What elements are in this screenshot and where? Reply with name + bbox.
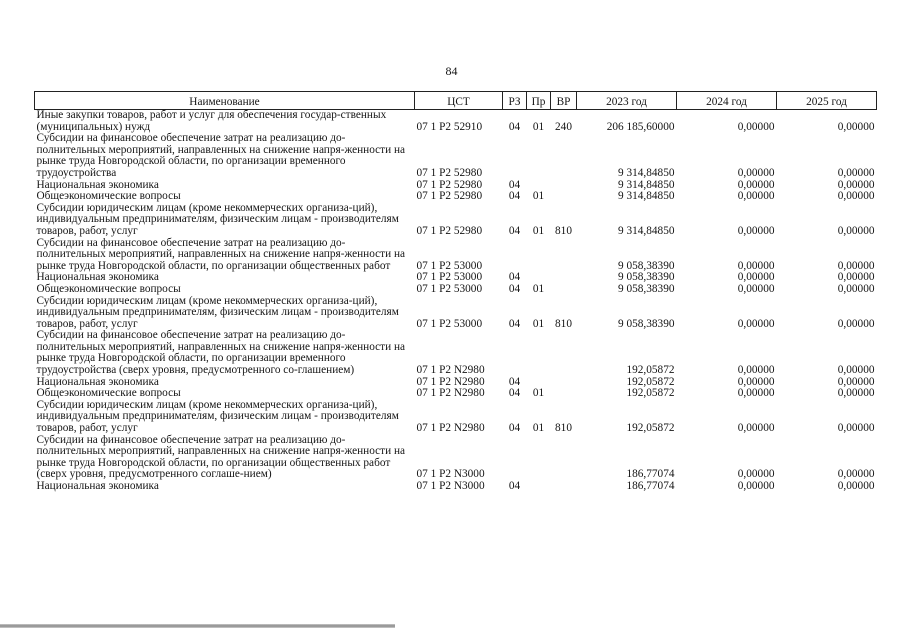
row-2024: 0,00000	[737, 422, 775, 435]
header-cst: ЦСТ	[415, 92, 503, 110]
row-cst: 07 1 P2 N3000	[416, 480, 485, 492]
header-name: Наименование	[35, 92, 415, 110]
row-pr: 01	[532, 317, 545, 330]
row-2023: 9 058,38390	[618, 271, 675, 284]
row-rz: 04	[508, 480, 521, 492]
row-2024: 0,00000	[737, 387, 775, 400]
row-pr: 01	[532, 282, 545, 295]
row-rz	[503, 330, 527, 376]
row-2024: 0,00000	[737, 375, 775, 388]
row-cst: 07 1 P2 52980	[416, 224, 483, 237]
row-2024: 0,00000	[737, 282, 775, 295]
row-2023: 192,05872	[626, 422, 675, 435]
row-pr	[527, 133, 551, 179]
row-cst: 07 1 P2 53000	[416, 282, 483, 295]
row-pr	[527, 238, 551, 273]
row-2025: 0,00000	[837, 271, 875, 284]
row-vr	[551, 191, 577, 203]
row-cst: 07 1 P2 N2980	[416, 387, 485, 400]
row-2023: 186,77074	[626, 468, 675, 481]
row-2025: 0,00000	[837, 259, 875, 272]
row-name: Иные закупки товаров, работ и услуг для обеспечения государ-ственных (муниципальных) нужд	[36, 109, 387, 133]
row-rz: 04	[508, 178, 521, 191]
row-cst: 07 1 P2 N2980	[416, 375, 485, 388]
table-row	[35, 238, 877, 273]
row-2023: 9 058,38390	[618, 282, 675, 295]
row-2024: 0,00000	[737, 190, 775, 203]
row-name: Национальная экономика	[36, 480, 159, 492]
row-cst: 07 1 P2 53000	[416, 271, 483, 284]
table-row	[35, 110, 877, 134]
table-row	[35, 203, 877, 238]
row-name: Субсидии юридическим лицам (кроме некоммерческих организа-ций), индивидуальным предпринимателям, физическим лицам - производителям товаров, работ, услуг	[36, 201, 399, 237]
row-2024: 0,00000	[737, 317, 775, 330]
row-vr: 240	[555, 120, 572, 133]
row-vr	[551, 481, 577, 493]
row-2024: 0,00000	[737, 480, 775, 492]
page-number: 84	[445, 64, 458, 78]
row-vr	[551, 133, 577, 179]
row-2025: 0,00000	[837, 364, 875, 377]
row-name: Субсидии на финансовое обеспечение затрат на реализацию до-полнительных мероприятий, направленных на снижение напря-женности на рынке труда Новгородской области, по организации общественных работ	[36, 236, 406, 272]
row-vr	[551, 272, 577, 284]
row-cst: 07 1 P2 52910	[416, 120, 483, 133]
row-2023: 9 314,84850	[618, 178, 675, 191]
header-vr: ВР	[551, 92, 577, 110]
row-cst: 07 1 P2 53000	[416, 317, 483, 330]
row-2024: 0,00000	[737, 468, 775, 481]
row-name: Национальная экономика	[36, 178, 159, 191]
table-row	[35, 330, 877, 376]
row-2025: 0,00000	[837, 224, 875, 237]
row-2024: 0,00000	[737, 178, 775, 191]
row-2025: 0,00000	[837, 422, 875, 435]
row-2025: 0,00000	[837, 178, 875, 191]
row-cst: 07 1 P2 N2980	[416, 364, 485, 377]
row-2023: 9 314,84850	[618, 190, 675, 203]
row-rz	[503, 435, 527, 481]
header-2023: 2023 год	[577, 92, 677, 110]
row-2023: 206 185,60000	[606, 120, 675, 133]
row-2023: 192,05872	[626, 387, 675, 400]
table-row	[35, 435, 877, 481]
row-vr	[551, 180, 577, 192]
row-2025: 0,00000	[837, 190, 875, 203]
table-row	[35, 296, 877, 331]
row-name: Субсидии юридическим лицам (кроме некоммерческих организа-ций), индивидуальным предпринимателям, физическим лицам - производителям товаров, работ, услуг	[36, 398, 399, 435]
row-name: Субсидии на финансовое обеспечение затрат на реализацию до-полнительных мероприятий, направленных на снижение напря-женности на рынке труда Новгородской области, по организации временного трудоустройства	[36, 132, 406, 179]
row-vr	[551, 238, 577, 273]
row-cst: 07 1 P2 N3000	[416, 468, 485, 481]
row-rz: 04	[508, 375, 521, 388]
row-pr	[527, 330, 551, 376]
table-row	[35, 400, 877, 435]
row-2023: 192,05872	[626, 375, 675, 388]
row-rz: 04	[508, 422, 521, 435]
row-pr: 01	[532, 387, 545, 400]
row-name: Национальная экономика	[36, 271, 159, 284]
row-pr: 01	[532, 224, 545, 237]
row-rz: 04	[508, 224, 521, 237]
row-2023: 186,77074	[626, 480, 675, 492]
row-2024: 0,00000	[737, 120, 775, 133]
header-2025: 2025 год	[777, 92, 877, 110]
header-rz: РЗ	[503, 92, 527, 110]
row-2024: 0,00000	[737, 364, 775, 377]
row-pr: 01	[532, 190, 545, 203]
row-2025: 0,00000	[837, 166, 875, 179]
row-rz: 04	[508, 190, 521, 203]
header-2024: 2024 год	[677, 92, 777, 110]
row-vr	[551, 435, 577, 481]
row-vr: 810	[555, 422, 572, 435]
row-rz: 04	[508, 317, 521, 330]
row-name: Общеэкономические вопросы	[36, 190, 181, 203]
row-2023: 9 314,84850	[618, 224, 675, 237]
row-rz: 04	[508, 271, 521, 284]
row-pr: 01	[532, 422, 545, 435]
row-pr	[527, 481, 551, 493]
table-row	[35, 191, 877, 203]
row-vr	[551, 284, 577, 296]
row-2024: 0,00000	[737, 166, 775, 179]
scan-edge-strip	[0, 624, 395, 628]
row-2025: 0,00000	[837, 120, 875, 133]
row-pr: 01	[532, 120, 545, 133]
row-cst: 07 1 P2 52980	[416, 190, 483, 203]
row-vr	[551, 330, 577, 376]
row-2025: 0,00000	[837, 375, 875, 388]
row-name: Общеэкономические вопросы	[36, 282, 181, 295]
row-cst: 07 1 P2 52980	[416, 166, 483, 179]
row-vr: 810	[555, 224, 572, 237]
row-cst: 07 1 P2 N2980	[416, 422, 485, 435]
row-rz: 04	[508, 120, 521, 133]
table-row	[35, 284, 877, 296]
row-cst: 07 1 P2 53000	[416, 259, 483, 272]
row-2024: 0,00000	[737, 259, 775, 272]
row-pr	[527, 435, 551, 481]
table-row	[35, 481, 877, 493]
row-2025: 0,00000	[837, 480, 875, 492]
row-2025: 0,00000	[837, 282, 875, 295]
table-row	[35, 133, 877, 179]
row-2025: 0,00000	[837, 468, 875, 481]
row-rz	[503, 133, 527, 179]
row-2025: 0,00000	[837, 317, 875, 330]
row-name: Общеэкономические вопросы	[36, 387, 181, 400]
row-vr	[551, 388, 577, 400]
row-rz: 04	[508, 387, 521, 400]
header-pr: Пр	[527, 92, 551, 110]
row-2023: 9 058,38390	[618, 317, 675, 330]
row-name: Субсидии на финансовое обеспечение затрат на реализацию до-полнительных мероприятий, направленных на снижение напря-женности на рынке труда Новгородской области, по организации общественных работ (сверх уровня, предусмотренного соглаше-нием)	[36, 433, 406, 481]
row-2024: 0,00000	[737, 271, 775, 284]
row-vr: 810	[555, 317, 572, 330]
row-name: Субсидии юридическим лицам (кроме некоммерческих организа-ций), индивидуальным предпринимателям, физическим лицам - производителям товаров, работ, услуг	[36, 294, 399, 330]
table-header-row	[35, 92, 877, 110]
row-2025: 0,00000	[837, 387, 875, 400]
row-2023: 192,05872	[626, 364, 675, 377]
budget-table	[34, 91, 877, 493]
row-rz: 04	[508, 282, 521, 295]
row-2023: 9 058,38390	[618, 259, 675, 272]
row-2024: 0,00000	[737, 224, 775, 237]
row-2023: 9 314,84850	[618, 166, 675, 179]
row-cst: 07 1 P2 52980	[416, 178, 483, 191]
row-rz	[503, 238, 527, 273]
row-name: Национальная экономика	[36, 375, 159, 388]
row-vr	[551, 377, 577, 389]
row-name: Субсидии на финансовое обеспечение затрат на реализацию до-полнительных мероприятий, направленных на снижение напря-женности на рынке труда Новгородской области, по организации временного трудоустройства (сверх уровня, предусмотренного со-глашением)	[36, 329, 406, 377]
